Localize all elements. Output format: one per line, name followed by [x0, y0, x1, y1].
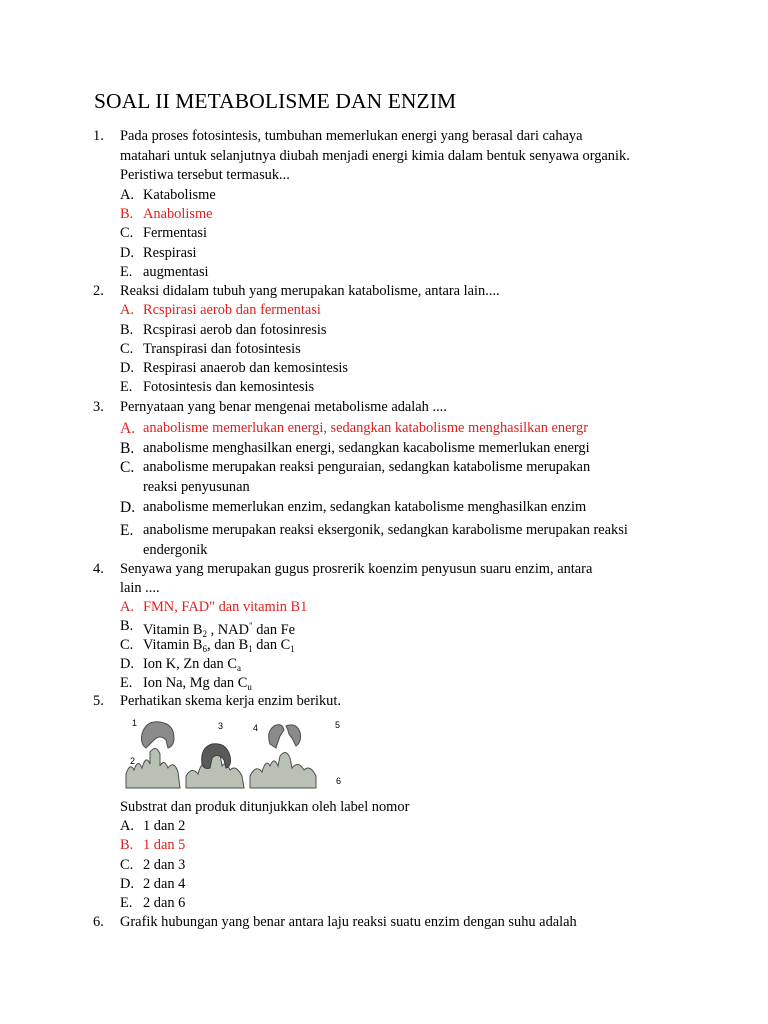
option-letter: E.	[120, 675, 133, 691]
option-text: Respirasi	[143, 245, 197, 261]
option-text: Fotosintesis dan kemosintesis	[143, 379, 315, 395]
option-letter: C.	[120, 857, 134, 873]
question-text: Peristiwa tersebut termasuk...	[120, 167, 290, 183]
option-letter: D.	[120, 245, 134, 261]
question-number: 6.	[93, 914, 104, 930]
figure-label: 3	[218, 721, 224, 731]
option-letter: D.	[120, 876, 134, 892]
option-letter: D.	[120, 499, 136, 516]
option-text: 2 dan 4	[143, 876, 186, 892]
question-number: 3.	[93, 399, 104, 415]
question-number: 2.	[93, 283, 104, 299]
option-letter: D.	[120, 360, 134, 376]
question-text: lain ....	[120, 580, 160, 596]
figure-label: 4	[253, 723, 259, 733]
option-letter-answer: B.	[120, 837, 134, 853]
figure-label: 5	[335, 720, 341, 730]
question-text: Senyawa yang merupakan gugus prosrerik koenzim penyusun suaru enzim, antara	[120, 561, 593, 577]
question-text: Perhatikan skema kerja enzim berikut.	[120, 693, 341, 709]
option-letter-answer: A.	[120, 420, 136, 437]
option-text-continued: reaksi penyusunan	[143, 479, 250, 495]
option-text: Rcspirasi aerob dan fotosinresis	[143, 322, 327, 338]
option-text: Ion Na, Mg dan $C_u$	[143, 675, 252, 692]
option-text-answer: FMN, FAD" dan vitamin B1	[143, 599, 308, 615]
question-text: Pernyataan yang benar mengenai metabolisme adalah ....	[120, 399, 447, 415]
option-letter-answer: B.	[120, 206, 134, 222]
option-text-answer: Rcspirasi aerob dan fermentasi	[143, 302, 321, 318]
option-letter: B.	[120, 322, 134, 338]
option-letter: C.	[120, 225, 134, 241]
option-letter: A.	[120, 187, 134, 203]
option-letter: E.	[120, 522, 134, 539]
option-text: anabolisme merupakan reaksi eksergonik, sedangkan karabolisme merupakan reaksi	[143, 522, 628, 538]
option-text: Vitamin $B_6$, dan $B_1$ dan $C_1$	[143, 637, 295, 654]
option-letter-answer: A.	[120, 302, 134, 318]
option-text: 1 dan 2	[143, 818, 186, 834]
option-text-answer: Anabolisme	[143, 206, 213, 222]
figure-label: 1	[132, 718, 138, 728]
option-letter: D.	[120, 656, 134, 672]
option-text: augmentasi	[143, 264, 209, 280]
option-letter: E.	[120, 895, 133, 911]
enzyme-scheme-figure	[120, 714, 348, 800]
option-letter-answer: A.	[120, 599, 134, 615]
option-text: Vitamin $B_2$ , NAD" dan Fe	[143, 621, 296, 639]
question-number: 1.	[93, 128, 104, 144]
page-title: SOAL II METABOLISME DAN ENZIM	[94, 89, 457, 113]
option-letter: C.	[120, 341, 134, 357]
figure-label: 6	[336, 776, 342, 786]
question-text: Grafik hubungan yang benar antara laju reaksi suatu enzim dengan suhu adalah	[120, 914, 577, 930]
option-text: 2 dan 6	[143, 895, 186, 911]
question-text: Reaksi didalam tubuh yang merupakan katabolisme, antara lain....	[120, 283, 500, 299]
figure-label: 2	[130, 756, 136, 766]
option-text: Ion K, Zn dan $C_a$	[143, 656, 241, 673]
enzyme-scheme-svg	[120, 714, 348, 800]
option-letter: C.	[120, 637, 134, 653]
option-letter: E.	[120, 264, 133, 280]
option-text: Fermentasi	[143, 225, 207, 241]
option-text: anabolisme menghasilkan energi, sedangkan kacabolisme memerlukan energi	[143, 440, 590, 456]
question-number: 5.	[93, 693, 104, 709]
option-text: 2 dan 3	[143, 857, 186, 873]
question-text: Substrat dan produk ditunjukkan oleh label nomor	[120, 799, 410, 815]
question-number: 4.	[93, 561, 104, 577]
option-letter: C.	[120, 459, 135, 476]
option-text: anabolisme merupakan reaksi penguraian, sedangkan katabolisme merupakan	[143, 459, 591, 475]
option-letter: A.	[120, 818, 134, 834]
option-letter: B.	[120, 440, 135, 457]
option-text-answer: anabolisme memerlukan energi, sedangkan katabolisme menghasilkan energr	[143, 420, 589, 436]
option-letter: E.	[120, 379, 133, 395]
option-text: Transpirasi dan fotosintesis	[143, 341, 301, 357]
option-letter: B.	[120, 618, 134, 634]
question-text: Pada proses fotosintesis, tumbuhan memerlukan energi yang berasal dari cahaya	[120, 128, 583, 144]
option-text-continued: endergonik	[143, 542, 208, 558]
option-text: anabolisme memerlukan enzim, sedangkan katabolisme menghasilkan enzim	[143, 499, 587, 515]
option-text: Katabolisme	[143, 187, 216, 203]
option-text-answer: 1 dan 5	[143, 837, 186, 853]
option-text: Respirasi anaerob dan kemosintesis	[143, 360, 349, 376]
question-text: matahari untuk selanjutnya diubah menjadi energi kimia dalam bentuk senyawa organik.	[120, 148, 630, 164]
